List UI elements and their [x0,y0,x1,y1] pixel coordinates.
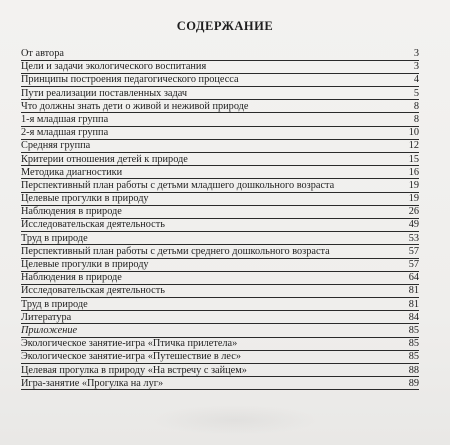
toc-entry-title: Наблюдения в природе [21,206,122,218]
toc-entry [21,167,419,180]
toc-entry [21,312,419,325]
toc-entry [21,351,419,364]
toc-entry-page: 49 [408,219,419,231]
toc-entry-title: Пути реализации поставленных задач [21,87,188,99]
toc-entry-page: 89 [408,377,419,389]
toc-entry [21,154,419,167]
toc-entry [21,140,419,153]
toc-entry-title: Исследовательская деятельность [21,219,165,231]
toc-entry-page: 26 [408,206,419,218]
toc-entry-page: 8 [413,100,419,112]
toc-entry-title: Игра-занятие «Прогулка на луг» [21,377,164,389]
toc-entry-title: Принципы построения педагогического процесса [21,74,239,86]
toc-entry [21,180,419,193]
toc-entry-title: 1-я младшая группа [21,113,109,125]
toc-entry-title: Что должны знать дети о живой и неживой природе [21,100,249,112]
toc-entry [21,325,419,338]
toc-entry-page: 57 [408,245,419,257]
toc-entry-page: 81 [408,298,419,310]
toc-entry [21,193,419,206]
toc-entry-page: 85 [408,351,419,363]
toc-entry-page: 85 [408,338,419,350]
toc-entry [21,285,419,298]
toc-entry [21,233,419,246]
toc-entry-title: Исследовательская деятельность [21,285,165,297]
toc-entry [21,101,419,114]
toc-entry [21,378,419,391]
toc-entry-page: 53 [408,232,419,244]
toc-entry-title: Целевые прогулки в природу [21,259,149,270]
toc-entry-title: Цели и задачи экологического воспитания [21,61,207,73]
toc-entry-title: Литература [21,311,72,323]
toc-entry [21,365,419,378]
toc-entry [21,206,419,219]
toc-entry-title: Перспективный план работы с детьми среднего дошкольного возраста [21,245,330,257]
toc-entry-page: 15 [408,153,419,165]
toc-entry-page: 84 [408,311,419,323]
toc-entry-page: 16 [408,166,419,178]
toc-entry [21,246,419,259]
toc-entry-title: Приложение [21,324,78,336]
toc-entry-page: 85 [408,324,419,336]
toc-entry-title: Целевая прогулка в природу «На встречу с зайцем» [21,364,247,376]
toc-entry-page: 4 [413,74,419,86]
toc-entry-page: 19 [408,193,419,205]
toc-entry-page: 8 [413,113,419,125]
page-smudge [150,405,320,435]
toc-entry [21,61,419,74]
toc-entry [21,127,419,140]
toc-entry-title: Труд в природе [21,298,88,310]
toc-entry [21,338,419,351]
toc-entry [21,74,419,87]
toc-entry-title: Экологическое занятие-игра «Птичка прилетела» [21,338,238,350]
toc-entry-page: 3 [413,61,419,73]
toc-entry [21,259,419,272]
toc-entry [21,114,419,127]
toc-entry-title: Средняя группа [21,140,91,152]
toc-entry-title: Целевые прогулки в природу [21,193,149,205]
toc-entry-title: Методика диагностики [21,166,123,178]
toc-entry [21,299,419,312]
toc-entry-page: 5 [413,87,419,99]
toc-entry-title: Перспективный план работы с детьми младшего дошкольного возраста [21,179,335,191]
toc-entry-title: Наблюдения в природе [21,272,122,284]
toc-entry-page: 19 [408,179,419,191]
toc-entry-page: 10 [408,127,419,139]
toc-entry-title: 2-я младшая группа [21,127,109,139]
toc-entry-page: 12 [408,140,419,152]
toc-entry-title: От автора [21,48,64,59]
page-title: СОДЕРЖАНИЕ [176,19,274,33]
table-of-contents [21,48,419,391]
toc-entry-page: 3 [413,48,419,59]
toc-entry-page: 88 [408,364,419,376]
toc-entry [21,88,419,101]
toc-entry [21,219,419,232]
toc-entry-page: 64 [408,272,419,284]
toc-entry-title: Труд в природе [21,232,88,244]
toc-entry-title: Критерии отношения детей к природе [21,153,188,165]
toc-entry-page: 57 [408,259,419,270]
toc-entry [21,48,419,61]
toc-entry [21,272,419,285]
toc-entry-page: 81 [408,285,419,297]
toc-entry-title: Экологическое занятие-игра «Путешествие в лес» [21,351,241,363]
